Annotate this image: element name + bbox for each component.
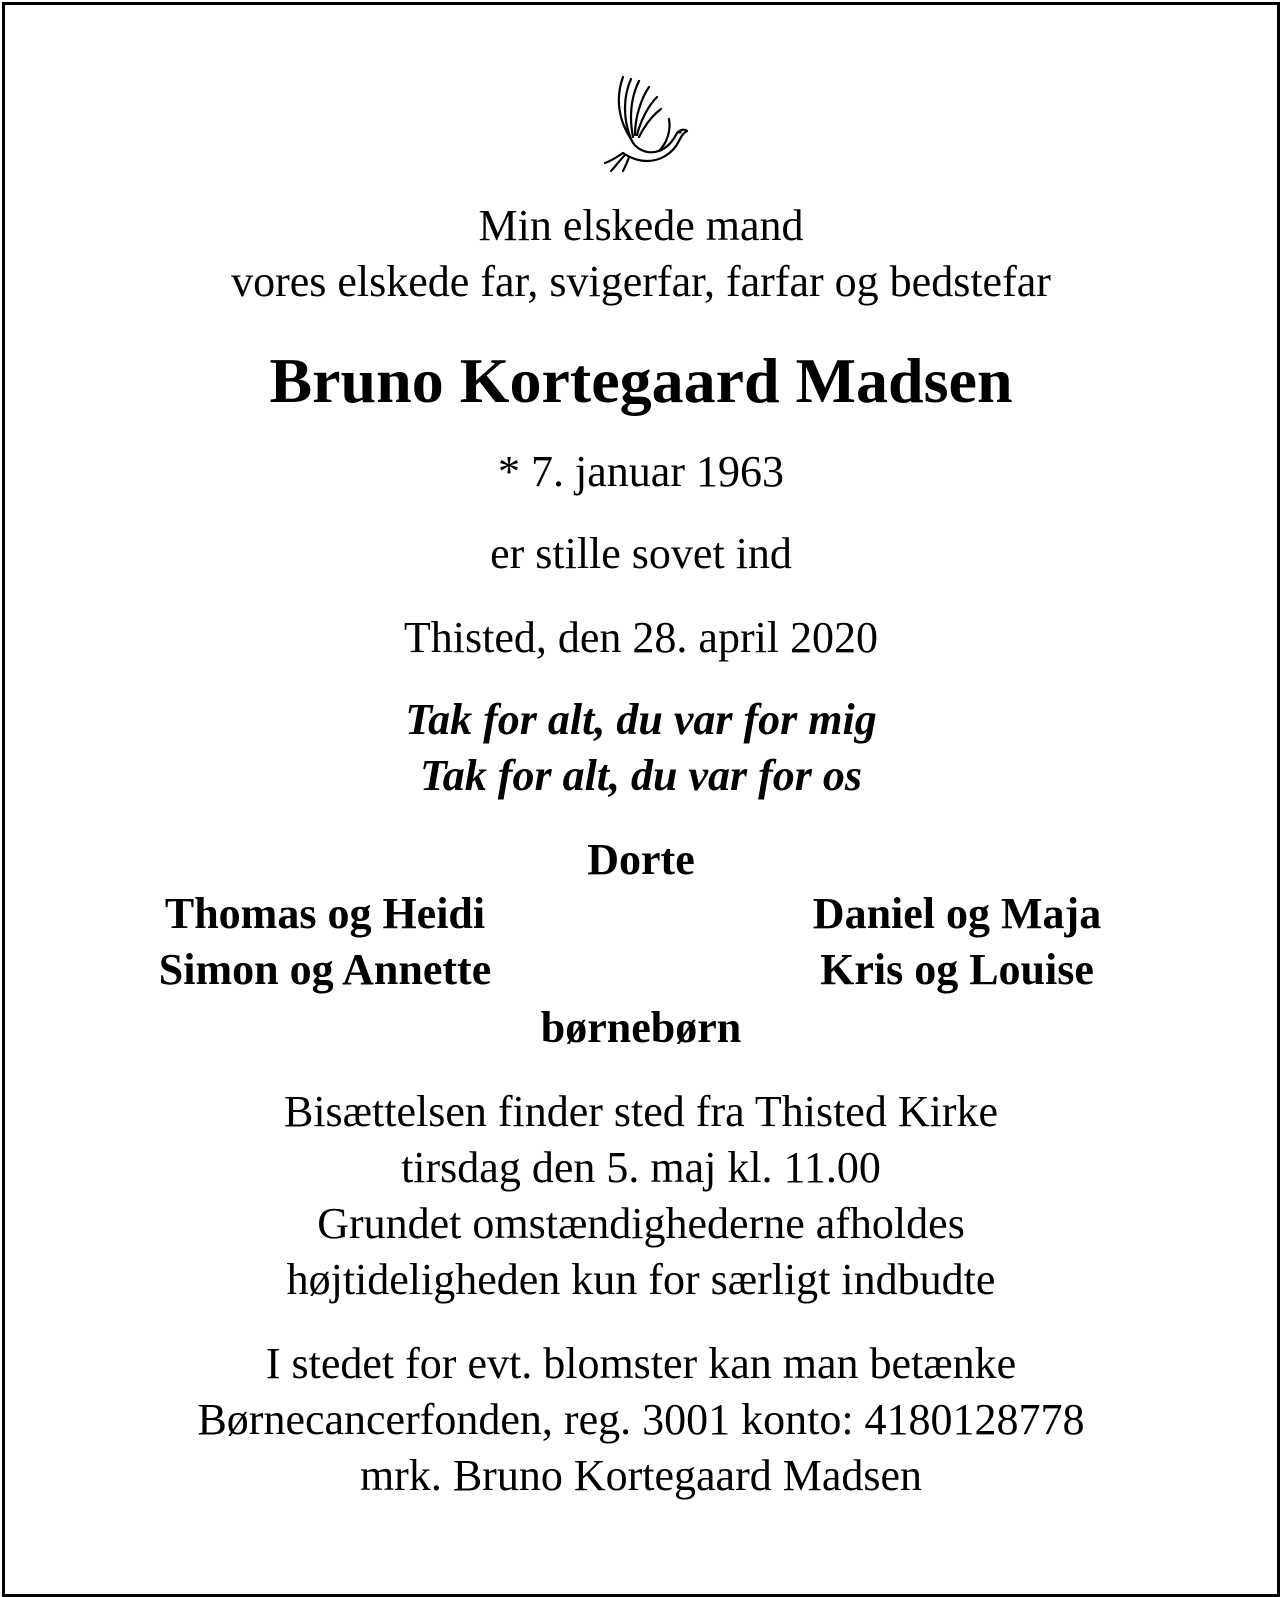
obituary-notice xyxy=(2,2,1280,1597)
funeral-line-4: højtideligheden kun for særligt indbudte xyxy=(286,1255,996,1304)
donation-line-3: mrk. Bruno Kortegaard Madsen xyxy=(359,1451,923,1500)
verse-line-1: Tak for alt, du var for mig xyxy=(405,695,877,744)
funeral-line-3: Grundet omstændighederne afholdes xyxy=(317,1199,965,1248)
family-left-1: Thomas og Heidi xyxy=(164,889,486,938)
place-date: Thisted, den 28. april 2020 xyxy=(403,613,879,662)
grandchildren-label: børnebørn xyxy=(540,1003,742,1052)
intro-line-2: vores elskede far, svigerfar, farfar og bedstefar xyxy=(231,257,1051,306)
family-left-2: Simon og Annette xyxy=(158,945,492,994)
donation-line-2: Børnecancerfonden, reg. 3001 konto: 4180128778 xyxy=(197,1395,1085,1444)
verse-line-2: Tak for alt, du var for os xyxy=(419,751,863,800)
donation-line-1: I stedet for evt. blomster kan man betænke xyxy=(265,1339,1017,1388)
dove-icon xyxy=(601,69,689,173)
funeral-line-1: Bisættelsen finder sted fra Thisted Kirke xyxy=(283,1087,999,1136)
family-right-1: Daniel og Maja xyxy=(812,889,1102,938)
spouse-name: Dorte xyxy=(587,835,695,884)
intro-line-1: Min elskede mand xyxy=(478,201,804,250)
funeral-line-2: tirsdag den 5. maj kl. 11.00 xyxy=(401,1143,881,1192)
passed-text: er stille sovet ind xyxy=(490,529,792,578)
family-right-2: Kris og Louise xyxy=(820,945,1094,994)
deceased-name: Bruno Kortegaard Madsen xyxy=(269,345,1013,416)
birth-date: * 7. januar 1963 xyxy=(498,447,784,496)
